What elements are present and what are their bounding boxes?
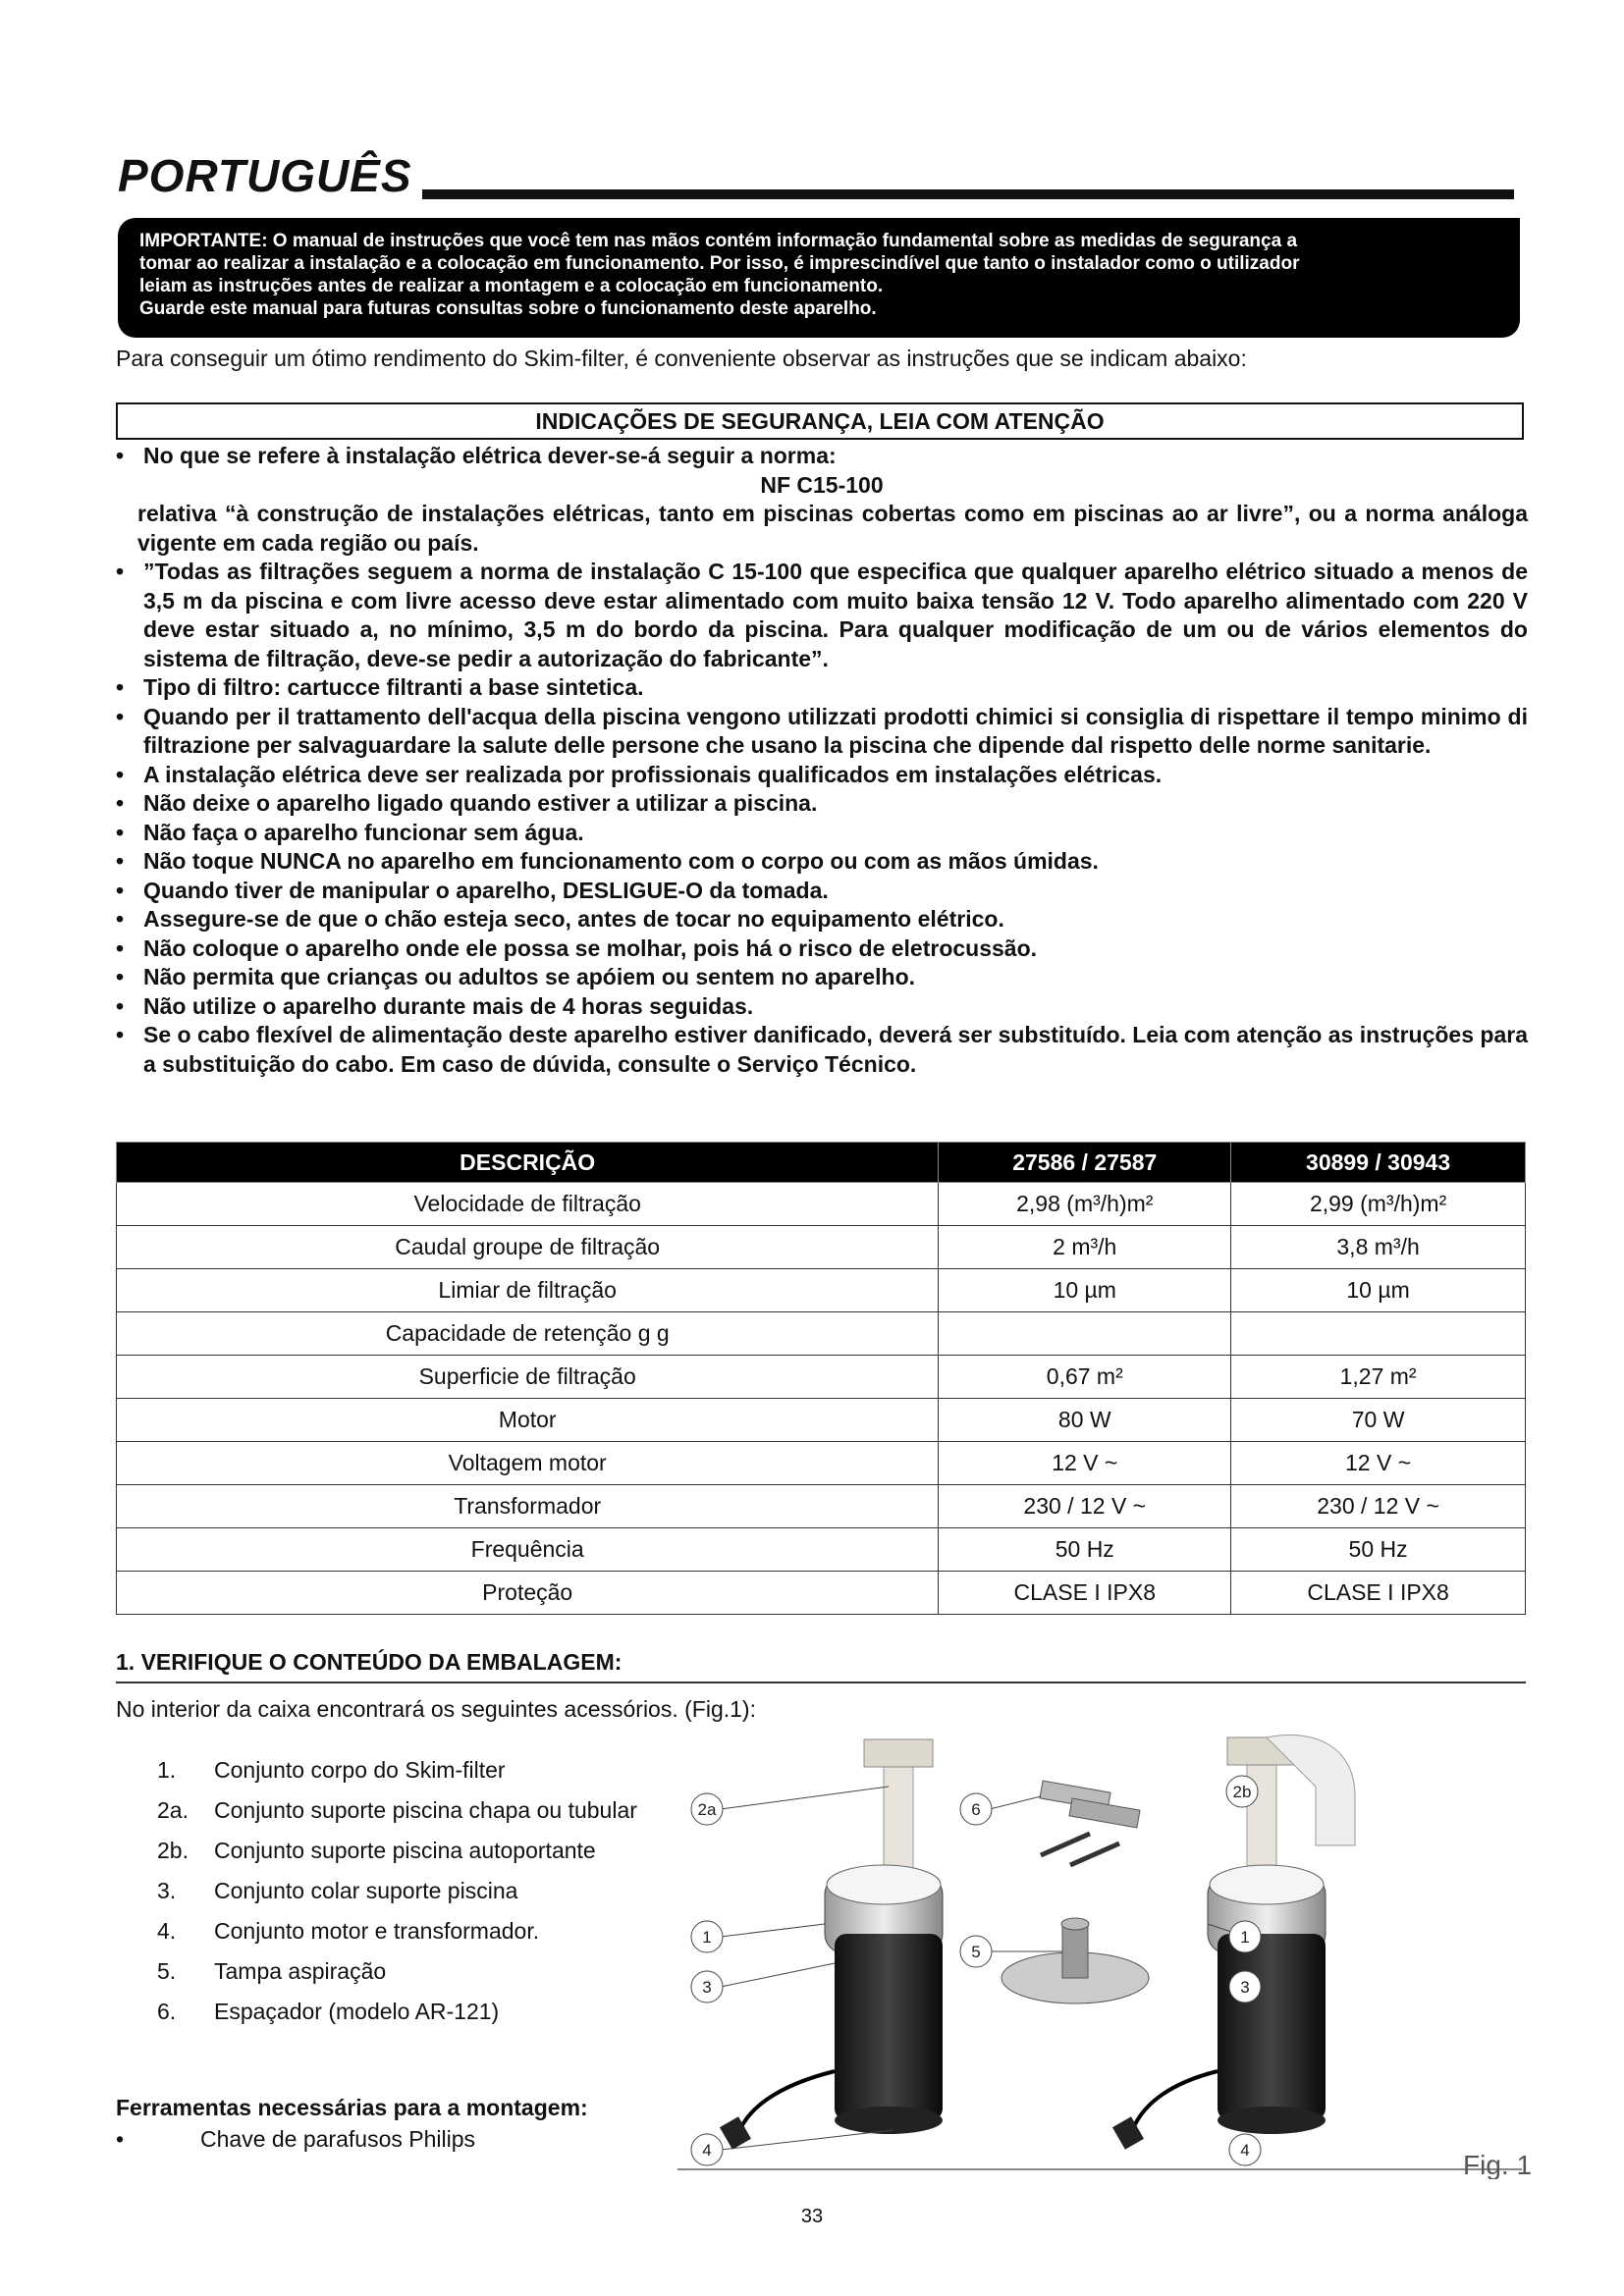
safety-item-text: Não faça o aparelho funcionar sem água. [143,819,584,845]
safety-item [116,761,1528,790]
callout-label: 2b [1232,1783,1252,1801]
table-cell [939,1312,1231,1356]
table-cell: 3,8 m³/h [1231,1226,1526,1269]
table-cell: Transformador [117,1485,939,1528]
safety-item-text: Não toque NUNCA no aparelho em funcionamento com o corpo ou com as mãos úmidas. [143,848,1099,874]
column-header: 27586 / 27587 [939,1143,1231,1183]
table-cell: 1,27 m² [1231,1356,1526,1399]
important-line: tomar ao realizar a instalação e a colocação em funcionamento. Por isso, é imprescindível que tanto o instalador como o utilizador [139,253,1300,274]
list-item [157,1755,648,1786]
safety-item [116,934,1528,964]
bullet: • [116,1022,125,1047]
item-text: Conjunto colar suporte piscina [214,1878,518,1903]
table-row [117,1356,1526,1399]
callout-label: 3 [702,1978,712,1997]
safety-heading: INDICAÇÕES DE SEGURANÇA, LEIA COM ATENÇÃO [116,402,1524,440]
table-row [117,1528,1526,1572]
section-language-title: PORTUGUÊS [118,150,412,201]
table-row [117,1572,1526,1615]
list-item [157,1997,648,2027]
table-cell: 0,67 m² [939,1356,1231,1399]
bullet: • [116,559,125,584]
bullet: • [116,790,125,816]
safety-item-text: Não utilize o aparelho durante mais de 4 horas seguidas. [143,992,754,1019]
callout-label: 3 [1240,1978,1250,1997]
item-number: 2b. [157,1838,189,1863]
table-cell: Superficie de filtração [117,1356,939,1399]
table-row [117,1226,1526,1269]
section-heading: 1. VERIFIQUE O CONTEÚDO DA EMBALAGEM: [116,1649,1526,1683]
skimmer-unit-left [720,1739,943,2150]
table-cell: 80 W [939,1399,1231,1442]
table-cell: 12 V ~ [939,1442,1231,1485]
table-row [117,1312,1526,1356]
callout-label: 2a [697,1800,717,1819]
table-cell: 230 / 12 V ~ [939,1485,1231,1528]
item-number: 4. [157,1918,177,1944]
bullet: • [116,443,125,468]
safety-item-text: Assegure-se de que o chão esteja seco, antes de tocar no equipamento elétrico. [143,906,1004,932]
table-cell: 70 W [1231,1399,1526,1442]
table-cell: 50 Hz [939,1528,1231,1572]
item-number: 1. [157,1757,177,1783]
bullet: • [116,703,125,729]
bullet: • [116,992,125,1019]
suction-cap [1001,1918,1149,2003]
bullet: • [116,674,125,700]
column-header: 30899 / 30943 [1231,1143,1526,1183]
important-line: leiam as instruções antes de realizar a montagem e a colocação em funcionamento. [139,276,884,296]
tools-heading: Ferramentas necessárias para a montagem: [116,2095,588,2120]
table-cell: Caudal groupe de filtração [117,1226,939,1269]
item-text: Conjunto motor e transformador. [214,1918,540,1944]
safety-item [116,789,1528,819]
important-notice [118,218,1520,338]
callout-label: 5 [971,1943,981,1961]
table-cell: Voltagem motor [117,1442,939,1485]
safety-item [116,673,1528,703]
bullet: • [116,934,125,961]
bullet: • [116,819,125,845]
safety-item-text: Tipo di filtro: cartucce filtranti a base sintetica. [143,674,644,700]
safety-item [116,877,1528,906]
callout-label: 4 [1240,2141,1250,2160]
table-cell: 2,99 (m³/h)m² [1231,1183,1526,1226]
figure-caption: Fig. 1 [1463,2150,1533,2179]
important-line: Guarde este manual para futuras consultas sobre o funcionamento deste aparelho. [139,298,877,319]
table-cell: 10 µm [1231,1269,1526,1312]
table-cell: 2 m³/h [939,1226,1231,1269]
table-cell: 10 µm [939,1269,1231,1312]
column-header: DESCRIÇÃO [117,1143,939,1183]
table-cell: CLASE I IPX8 [939,1572,1231,1615]
bullet: • [116,906,125,932]
safety-item [116,558,1528,673]
bullet: • [116,848,125,874]
tool-item: Chave de parafusos Philips [200,2126,475,2152]
intro-text: Para conseguir um ótimo rendimento do Skim-filter, é conveniente observar as instruções que se indicam abaixo: [116,346,1247,371]
item-text: Conjunto suporte piscina autoportante [214,1838,596,1863]
table-row [117,1442,1526,1485]
safety-item [116,992,1528,1022]
safety-item-text: No que se refere à instalação elétrica dever-se-á seguir a norma: [143,443,837,468]
table-cell: Limiar de filtração [117,1269,939,1312]
callout-label: 1 [702,1928,712,1947]
norm-description: relativa “à construção de instalações elétricas, tanto em piscinas cobertas como em piscinas ao ar livre”, ou a norma análoga vigente em cada região ou país. [137,501,1528,556]
table-cell: 50 Hz [1231,1528,1526,1572]
section-intro: No interior da caixa encontrará os seguintes acessórios. (Fig.1): [116,1696,756,1722]
specifications-table [116,1142,1526,1615]
list-item [157,1956,648,1987]
list-item [157,1916,648,1947]
callout-label: 4 [702,2141,712,2160]
bullet: • [116,877,125,903]
callout-label: 6 [971,1800,981,1819]
table-row [117,1485,1526,1528]
safety-item [116,819,1528,848]
bullet: • [116,2126,125,2152]
safety-item-text: A instalação elétrica deve ser realizada por profissionais qualificados em instalações elétricas. [143,761,1163,787]
table-cell: 230 / 12 V ~ [1231,1485,1526,1528]
item-text: Tampa aspiração [214,1958,387,1984]
table-row [117,1269,1526,1312]
figure-1-illustration [677,1728,1542,2179]
table-cell: Proteção [117,1572,939,1615]
safety-item-text: Não permita que crianças ou adultos se apóiem ou sentem no aparelho. [143,964,916,989]
safety-item-text: Não coloque o aparelho onde ele possa se molhar, pois há o risco de eletrocussão. [143,934,1038,961]
table-cell: 12 V ~ [1231,1442,1526,1485]
list-item [157,1876,648,1906]
safety-item-text: Quando per il trattamento dell'acqua della piscina vengono utilizzati prodotti chimici si consiglia di rispettare il tempo minimo di filtrazione per salvaguardare la salute delle persone che usano la piscina che dipende dal rispetto delle norme sanitarie. [143,703,1528,758]
table-row [117,1399,1526,1442]
table-cell: CLASE I IPX8 [1231,1572,1526,1615]
item-number: 5. [157,1958,177,1984]
safety-item [116,442,1528,471]
safety-item [116,963,1528,992]
page-number: 33 [800,2206,824,2227]
item-text: Conjunto corpo do Skim-filter [214,1757,506,1783]
spacer-parts [1040,1781,1140,1865]
safety-list [116,442,1528,1079]
table-cell: Velocidade de filtração [117,1183,939,1226]
safety-item [116,1021,1528,1079]
item-text: Conjunto suporte piscina chapa ou tubular [214,1797,637,1823]
safety-item-text: Não deixe o aparelho ligado quando estiver a utilizar a piscina. [143,790,818,816]
tools-list [116,2126,475,2153]
item-number: 6. [157,1999,177,2024]
table-row [117,1183,1526,1226]
item-text: Espaçador (modelo AR-121) [214,1999,500,2024]
safety-item [116,905,1528,934]
safety-item-text: ”Todas as filtrações seguem a norma de instalação C 15-100 que especifica que qualquer aparelho elétrico situado a menos de 3,5 m da piscina e com livre acesso deve estar alimentado com muito baixa tensão 12 V. Todo aparelho alimentado com 220 V deve estar situado a, no mínimo, 3,5 m do bordo da piscina. Para qualquer modificação de um ou de vários elementos do sistema de filtração, deve-se pedir a autorização do fabricante”. [143,559,1528,671]
item-number: 3. [157,1878,177,1903]
bullet: • [116,964,125,989]
safety-item-text: Quando tiver de manipular o aparelho, DESLIGUE-O da tomada. [143,877,829,903]
table-cell: Capacidade de retenção g g [117,1312,939,1356]
title-rule [422,189,1514,199]
item-number: 2a. [157,1797,189,1823]
table-cell [1231,1312,1526,1356]
callout-label: 1 [1240,1928,1250,1947]
list-item [157,1795,648,1826]
list-item [157,1836,648,1866]
bullet: • [116,761,125,787]
norm-reference: NF C15-100 [760,471,884,498]
table-cell: Motor [117,1399,939,1442]
table-cell: Frequência [117,1528,939,1572]
safety-item-text: Se o cabo flexível de alimentação deste aparelho estiver danificado, deverá ser substituído. Leia com atenção as instruções para a substituição do cabo. Em caso de dúvida, consulte o Serviço Técnico. [143,1022,1528,1077]
table-cell: 2,98 (m³/h)m² [939,1183,1231,1226]
table-header-row [117,1143,1526,1183]
contents-list [157,1755,648,2037]
important-line: IMPORTANTE: O manual de instruções que você tem nas mãos contém informação fundamental sobre as medidas de segurança a [139,231,1298,251]
safety-item [116,847,1528,877]
safety-item [116,703,1528,761]
